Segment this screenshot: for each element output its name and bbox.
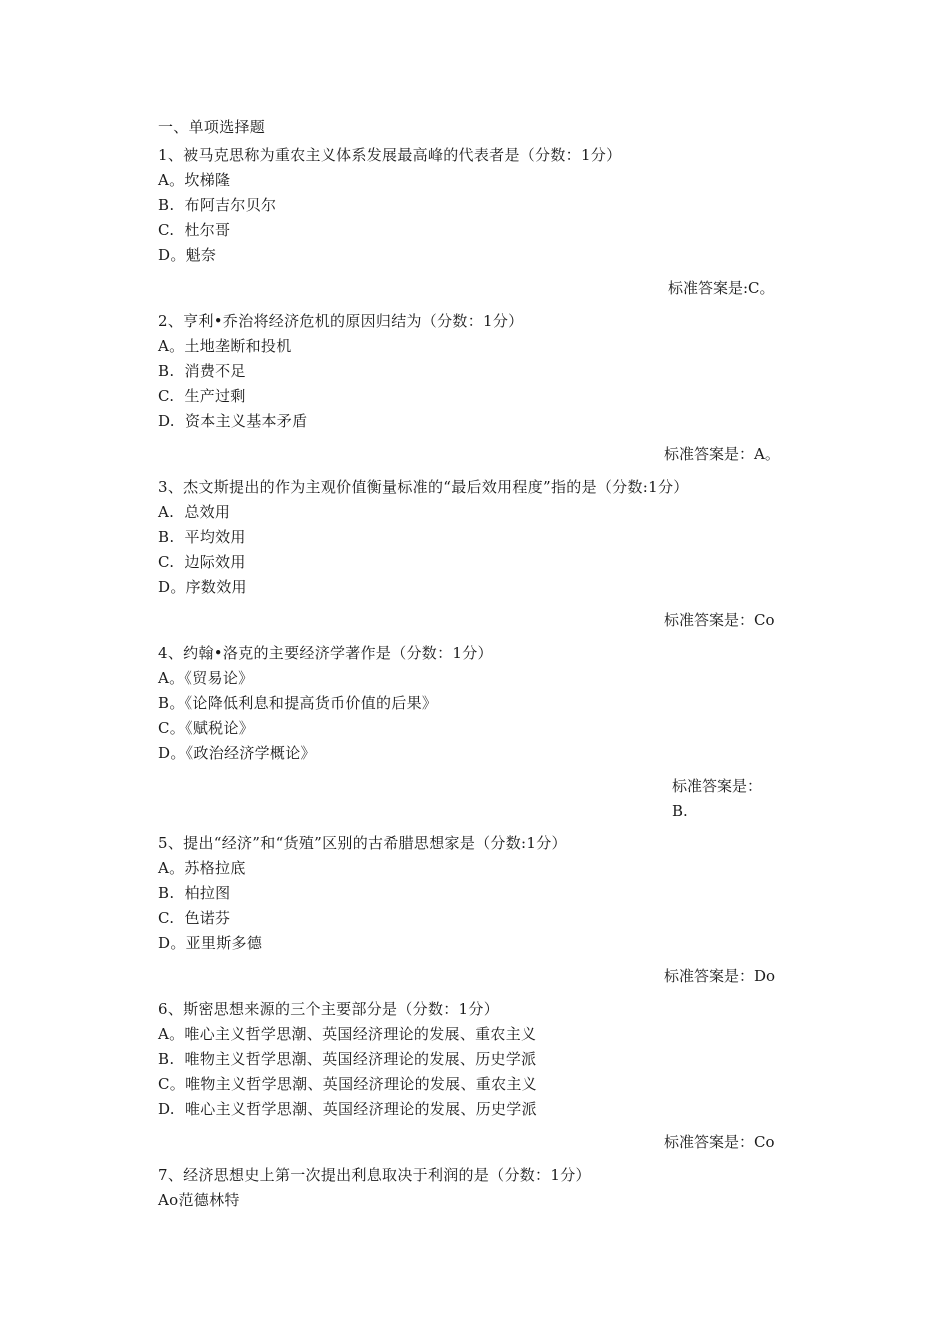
standard-answer-value: B. (672, 802, 688, 820)
option-c: C. 边际效用 (158, 553, 246, 571)
option-c: C. 杜尔哥 (158, 221, 231, 239)
standard-answer-label: 标准答案是： (672, 777, 763, 795)
option-d: D. 唯心主义哲学思潮、英国经济理论的发展、历史学派 (158, 1100, 537, 1118)
option-d: D。魁奈 (158, 246, 217, 264)
question-stem: 3、杰文斯提出的作为主观价值衡量标准的“最后效用程度”指的是（分数:1分） (158, 478, 689, 496)
option-c: C. 生产过剩 (158, 387, 246, 405)
option-b: B. 平均效用 (158, 528, 246, 546)
option-b: B。《论降低利息和提高货币价值的后果》 (158, 694, 438, 712)
standard-answer: 标准答案是：A。 (664, 445, 780, 463)
option-a: A。苏格拉底 (158, 859, 246, 877)
option-a: A。《贸易论》 (158, 669, 254, 687)
option-c: C. 色诺芬 (158, 909, 231, 927)
option-c: C。《赋税论》 (158, 719, 255, 737)
question-stem: 4、约翰•洛克的主要经济学著作是（分数：1分） (158, 644, 493, 662)
option-a: A。土地垄断和投机 (158, 337, 292, 355)
option-b: B. 唯物主义哲学思潮、英国经济理论的发展、历史学派 (158, 1050, 537, 1068)
question-stem: 1、被马克思称为重农主义体系发展最高峰的代表者是（分数：1分） (158, 146, 622, 164)
standard-answer: 标准答案是:C。 (668, 279, 775, 297)
option-a: A。坎梯隆 (158, 171, 231, 189)
option-a: Ao范德林特 (158, 1191, 240, 1209)
option-d: D. 资本主义基本矛盾 (158, 412, 308, 430)
question-stem: 6、斯密思想来源的三个主要部分是（分数：1分） (158, 1000, 499, 1018)
question-stem: 2、亨利•乔治将经济危机的原因归结为（分数：1分） (158, 312, 524, 330)
option-d: D。《政治经济学概论》 (158, 744, 316, 762)
option-b: B. 消费不足 (158, 362, 246, 380)
option-d: D。序数效用 (158, 578, 247, 596)
question-stem: 7、经济思想史上第一次提出利息取决于利润的是（分数：1分） (158, 1166, 591, 1184)
standard-answer: 标准答案是：Do (664, 967, 776, 985)
option-a: A。唯心主义哲学思潮、英国经济理论的发展、重农主义 (158, 1025, 537, 1043)
option-a: A. 总效用 (158, 503, 231, 521)
section-title: 一、单项选择题 (158, 118, 266, 136)
option-b: B. 布阿吉尔贝尔 (158, 196, 277, 214)
option-c: C。唯物主义哲学思潮、英国经济理论的发展、重农主义 (158, 1075, 537, 1093)
option-d: D。亚里斯多德 (158, 934, 263, 952)
standard-answer: 标准答案是：Co (664, 1133, 775, 1151)
question-stem: 5、提出“经济”和“货殖”区别的古希腊思想家是（分数:1分） (158, 834, 567, 852)
option-b: B. 柏拉图 (158, 884, 231, 902)
standard-answer: 标准答案是：Co (664, 611, 775, 629)
